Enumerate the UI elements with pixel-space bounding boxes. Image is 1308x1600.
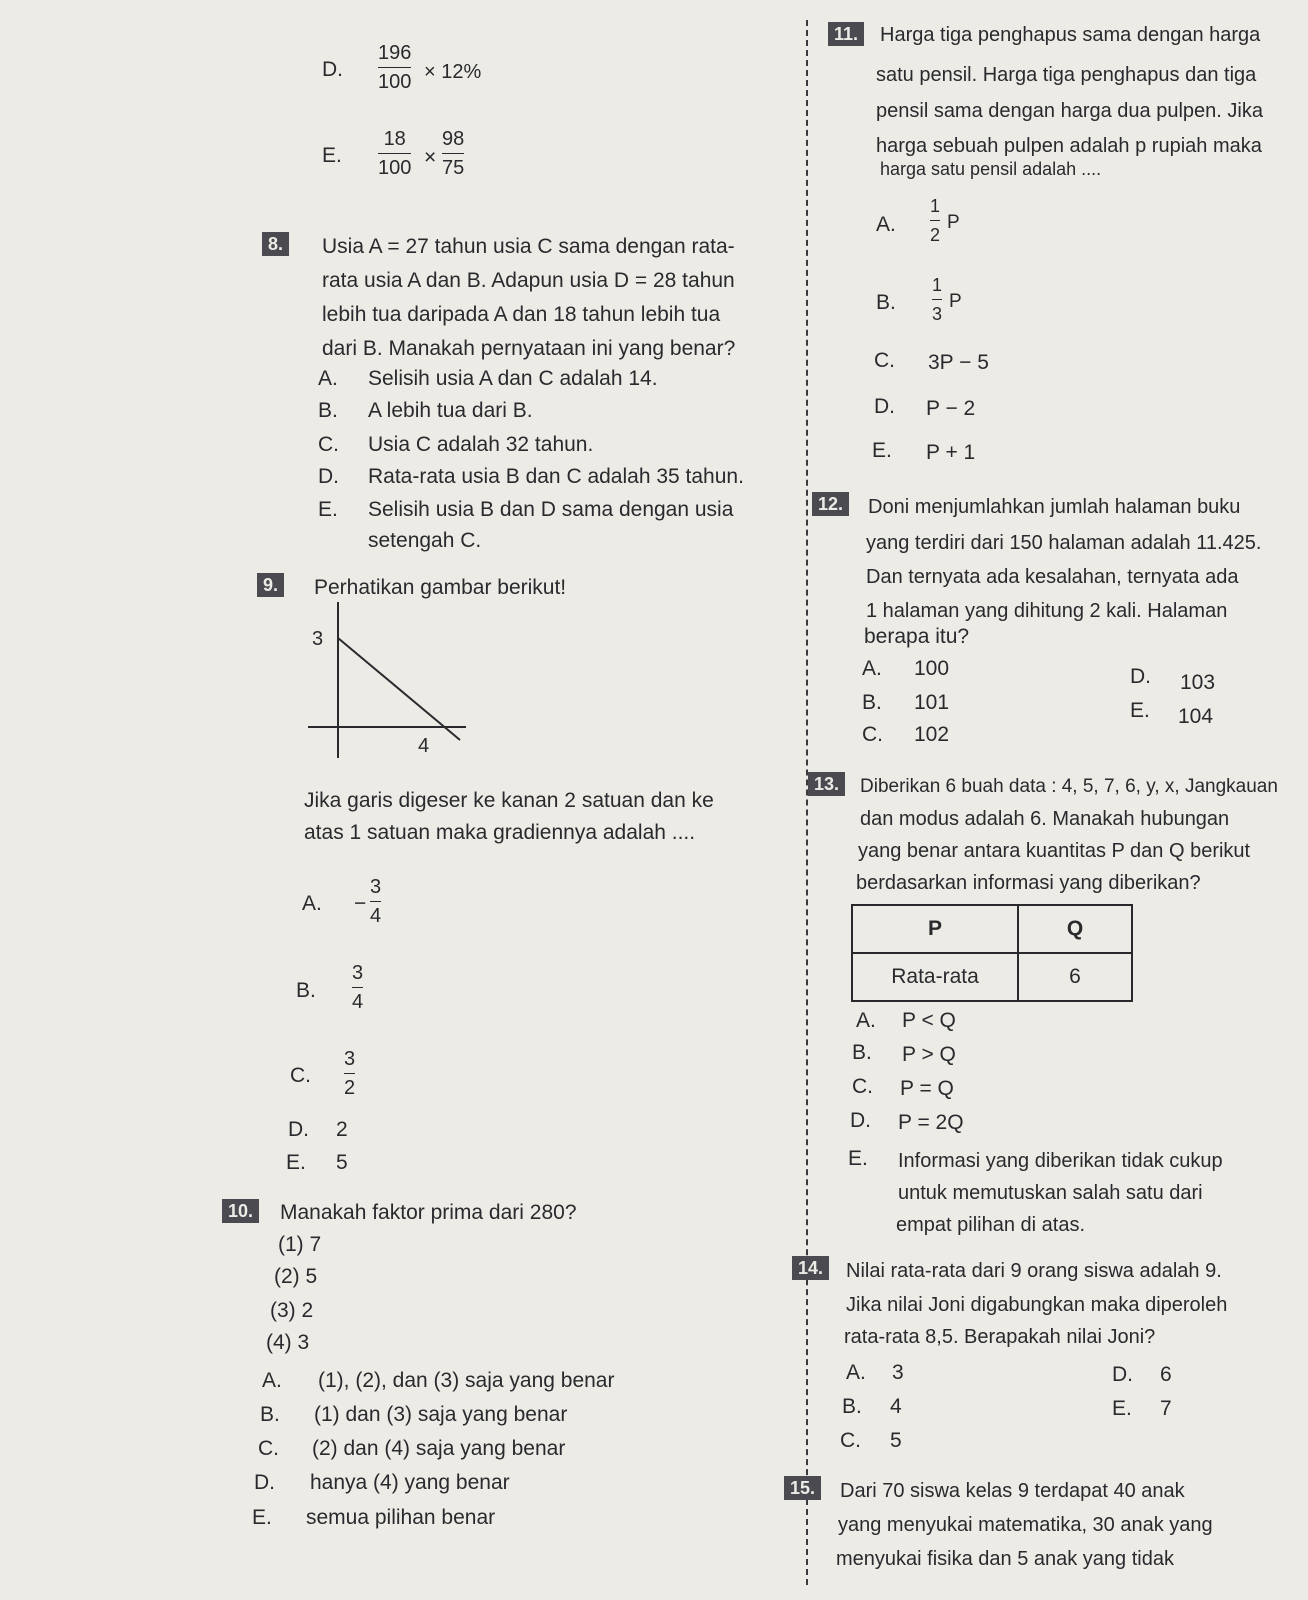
q9-prompt: Perhatikan gambar berikut! (314, 576, 567, 599)
q11-line-5: harga satu pensil adalah .... (880, 159, 1102, 179)
q14-option-c-label: C. (840, 1429, 861, 1452)
q12-line-2: yang terdiri dari 150 halaman adalah 11.425. (866, 532, 1262, 554)
q13-option-a-label: A. (856, 1009, 876, 1032)
q11-line-1: Harga tiga penghapus sama dengan harga (880, 24, 1261, 46)
q14-number: 14. (792, 1256, 829, 1280)
q13-option-d-text: P = 2Q (898, 1111, 964, 1134)
q13-option-d-label: D. (850, 1109, 871, 1132)
q8-option-c-label: C. (318, 433, 339, 456)
q14-option-b-label: B. (842, 1395, 862, 1418)
q7-option-e-times: × (424, 146, 437, 169)
q7-option-d-label: D. (322, 58, 343, 81)
q12-line-1: Doni menjumlahkan jumlah halaman buku (868, 496, 1241, 518)
q12-line-5: berapa itu? (864, 625, 970, 648)
q10-number: 10. (222, 1199, 259, 1223)
q9-text-1: Jika garis digeser ke kanan 2 satuan dan ke (304, 789, 714, 812)
table-header-p: P (852, 905, 1018, 953)
q13-line-1: Diberikan 6 buah data : 4, 5, 7, 6, y, x, Jangkauan (860, 776, 1278, 797)
fraction-bar (378, 67, 411, 68)
q14-option-a-label: A. (846, 1361, 866, 1384)
q9-a-numerator: 3 (370, 876, 382, 898)
q14-option-e-label: E. (1112, 1397, 1132, 1420)
q10-option-c-label: C. (258, 1437, 279, 1460)
q7-option-e-fraction2 (442, 128, 464, 179)
q11-option-b-fraction (932, 274, 942, 325)
q14-option-a-text: 3 (892, 1361, 904, 1384)
q12-number: 12. (812, 492, 849, 516)
q8-option-a-label: A. (318, 367, 338, 390)
q11-a-numerator: 1 (930, 196, 941, 216)
q11-option-a-fraction (930, 195, 940, 246)
table-row (852, 953, 1132, 1001)
q12-option-a-text: 100 (914, 657, 950, 680)
q11-option-a-label: A. (876, 213, 896, 236)
q13-line-4: berdasarkan informasi yang diberikan? (856, 872, 1201, 894)
q15-line-1: Dari 70 siswa kelas 9 terdapat 40 anak (840, 1480, 1185, 1502)
q10-item-3: (3) 2 (270, 1299, 314, 1322)
q13-line-2: dan modus adalah 6. Manakah hubungan (860, 808, 1230, 830)
q13-option-a-text: P < Q (902, 1009, 956, 1032)
q14-line-3: rata-rata 8,5. Berapakah nilai Joni? (844, 1326, 1156, 1348)
q7-option-e-fraction1 (378, 128, 411, 179)
q8-option-a-text: Selisih usia A dan C adalah 14. (368, 367, 658, 390)
q14-option-d-label: D. (1112, 1363, 1133, 1386)
fraction-bar (352, 987, 363, 988)
q12-line-4: 1 halaman yang dihitung 2 kali. Halaman (866, 600, 1228, 622)
q12-option-e-label: E. (1130, 699, 1150, 722)
q10-item-2: (2) 5 (274, 1265, 318, 1288)
q11-b-denominator: 3 (932, 304, 943, 324)
q9-option-d-text: 2 (336, 1118, 348, 1141)
table-header-q: Q (1018, 905, 1132, 953)
q13-option-e-continuation-2: empat pilihan di atas. (896, 1214, 1086, 1236)
x-intercept-label: 4 (418, 735, 430, 757)
q7-d-denominator: 100 (378, 71, 412, 93)
q10-option-e-label: E. (252, 1506, 272, 1529)
q7-option-d-fraction (378, 42, 411, 93)
q15-line-2: yang menyukai matematika, 30 anak yang (838, 1514, 1213, 1536)
q7-d-numerator: 196 (378, 42, 412, 64)
q10-option-a-label: A. (262, 1369, 282, 1392)
q13-option-e-label: E. (848, 1147, 868, 1170)
q14-option-d-text: 6 (1160, 1363, 1172, 1386)
q14-option-b-text: 4 (890, 1395, 902, 1418)
q13-number: 13. (808, 772, 845, 796)
q13-option-b-label: B. (852, 1041, 872, 1064)
column-divider (806, 20, 808, 1585)
fraction-bar (932, 299, 942, 300)
fraction-bar (930, 220, 940, 221)
fraction-bar (344, 1073, 355, 1074)
q8-option-c-text: Usia C adalah 32 tahun. (368, 433, 594, 456)
q9-text-2: atas 1 satuan maka gradiennya adalah .... (304, 821, 696, 844)
q11-option-e-label: E. (872, 439, 892, 462)
q13-comparison-table (851, 904, 1133, 1002)
q10-option-e-text: semua pilihan benar (306, 1506, 496, 1529)
y-intercept-label: 3 (312, 628, 324, 650)
q10-option-b-text: (1) dan (3) saja yang benar (314, 1403, 568, 1426)
q8-option-e-text: Selisih usia B dan D sama dengan usia (368, 498, 734, 521)
q7-option-e-label: E. (322, 144, 342, 167)
q8-option-d-text: Rata-rata usia B dan C adalah 35 tahun. (368, 465, 744, 488)
q8-number: 8. (262, 232, 289, 256)
q9-option-a-fraction (370, 876, 381, 927)
q9-option-c-label: C. (290, 1064, 311, 1087)
q11-option-d-label: D. (874, 395, 895, 418)
table-cell-p: Rata-rata (852, 953, 1018, 1001)
q10-option-b-label: B. (260, 1403, 280, 1426)
q8-option-b-label: B. (318, 399, 338, 422)
q10-option-c-text: (2) dan (4) saja yang benar (312, 1437, 566, 1460)
q11-option-d-text: P − 2 (926, 397, 976, 420)
q7-e-numerator1: 18 (383, 128, 406, 150)
table-cell-q: 6 (1018, 953, 1132, 1001)
q8-option-b-text: A lebih tua dari B. (368, 399, 533, 422)
q11-option-c-label: C. (874, 349, 895, 372)
q11-number: 11. (828, 22, 864, 46)
q10-item-4: (4) 3 (266, 1331, 310, 1354)
q7-e-denominator2: 75 (442, 157, 465, 179)
q12-option-d-text: 103 (1180, 671, 1216, 694)
q11-option-e-text: P + 1 (926, 441, 976, 464)
q9-c-numerator: 3 (344, 1048, 356, 1070)
q15-number: 15. (784, 1476, 821, 1500)
graph-line (338, 638, 460, 740)
q8-option-d-label: D. (318, 465, 339, 488)
q13-option-e-continuation-1: untuk memutuskan salah satu dari (898, 1182, 1203, 1204)
q9-option-d-label: D. (288, 1118, 309, 1141)
q7-e-numerator2: 98 (442, 128, 465, 150)
q14-line-1: Nilai rata-rata dari 9 orang siswa adalah 9. (846, 1260, 1222, 1282)
q9-b-numerator: 3 (352, 962, 364, 984)
q9-b-denominator: 4 (352, 991, 364, 1013)
q12-line-3: Dan ternyata ada kesalahan, ternyata ada (866, 566, 1239, 588)
q8-option-e-label: E. (318, 498, 338, 521)
q9-a-denominator: 4 (370, 905, 382, 927)
q13-line-3: yang benar antara kuantitas P dan Q berikut (858, 840, 1251, 862)
q10-prompt: Manakah faktor prima dari 280? (280, 1201, 577, 1224)
q9-option-e-label: E. (286, 1151, 306, 1174)
q10-option-a-text: (1), (2), dan (3) saja yang benar (318, 1369, 615, 1392)
q12-option-e-text: 104 (1178, 705, 1214, 728)
q11-option-c-text: 3P − 5 (928, 351, 989, 374)
q9-option-b-fraction (352, 962, 363, 1013)
q12-option-a-label: A. (862, 657, 882, 680)
q11-option-b-var: P (949, 291, 962, 312)
q9-option-a-label: A. (302, 892, 322, 915)
q13-option-c-text: P = Q (900, 1077, 954, 1100)
q9-c-denominator: 2 (344, 1077, 356, 1099)
q14-option-e-text: 7 (1160, 1397, 1172, 1420)
q14-option-c-text: 5 (890, 1429, 902, 1452)
q7-option-d-tail: × 12% (424, 61, 482, 83)
table-header-row (852, 905, 1132, 953)
q9-option-a-sign: − (354, 892, 367, 915)
q9-option-b-label: B. (296, 979, 316, 1002)
q9-number: 9. (257, 573, 284, 597)
q8-line-3: lebih tua daripada A dan 18 tahun lebih tua (322, 303, 721, 326)
fraction-bar (442, 153, 464, 154)
q11-line-4: harga sebuah pulpen adalah p rupiah maka (876, 135, 1262, 157)
q10-option-d-text: hanya (4) yang benar (310, 1471, 510, 1494)
q11-a-denominator: 2 (930, 225, 941, 245)
q11-option-a-var: P (947, 212, 960, 233)
q12-option-c-text: 102 (914, 723, 950, 746)
q7-e-denominator1: 100 (378, 157, 412, 179)
q12-option-b-text: 101 (914, 691, 950, 714)
q8-line-2: rata usia A dan B. Adapun usia D = 28 tahun (322, 269, 735, 292)
q14-line-2: Jika nilai Joni digabungkan maka diperoleh (846, 1294, 1228, 1316)
q9-line-graph (300, 600, 480, 760)
q10-option-d-label: D. (254, 1471, 275, 1494)
q11-line-2: satu pensil. Harga tiga penghapus dan tiga (876, 64, 1257, 86)
fraction-bar (370, 901, 381, 902)
q13-option-b-text: P > Q (902, 1043, 956, 1066)
q11-line-3: pensil sama dengan harga dua pulpen. Jika (876, 100, 1263, 122)
q8-option-e-continuation: setengah C. (368, 529, 482, 552)
q10-item-1: (1) 7 (278, 1233, 322, 1256)
q13-option-c-label: C. (852, 1075, 873, 1098)
q9-option-c-fraction (344, 1048, 355, 1099)
q9-option-e-text: 5 (336, 1151, 348, 1174)
q12-option-b-label: B. (862, 691, 882, 714)
q11-b-numerator: 1 (932, 275, 943, 295)
q8-line-4: dari B. Manakah pernyataan ini yang benar? (322, 337, 736, 360)
fraction-bar (378, 153, 411, 154)
q12-option-d-label: D. (1130, 665, 1151, 688)
q12-option-c-label: C. (862, 723, 883, 746)
q13-option-e-text: Informasi yang diberikan tidak cukup (898, 1150, 1223, 1172)
q8-line-1: Usia A = 27 tahun usia C sama dengan rata- (322, 235, 735, 258)
q11-option-b-label: B. (876, 291, 896, 314)
q15-line-3: menyukai fisika dan 5 anak yang tidak (836, 1548, 1174, 1570)
